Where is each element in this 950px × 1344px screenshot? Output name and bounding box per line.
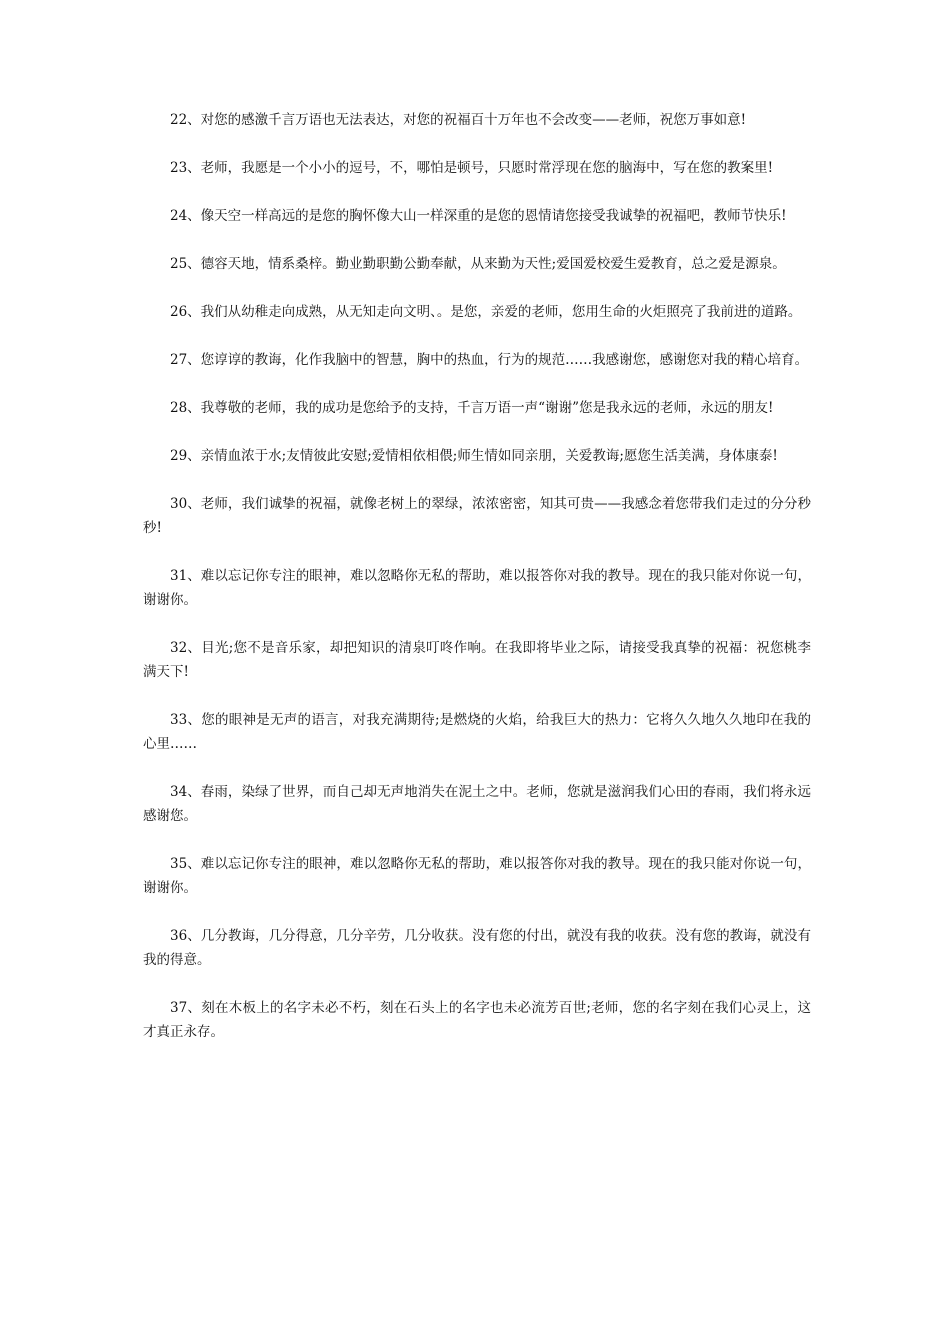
paragraph-36: 36、几分教诲，几分得意，几分辛劳，几分收获。没有您的付出，就没有我的收获。没有您的教诲，就没有我的得意。 — [143, 928, 811, 968]
paragraph-25: 25、德容天地，情系桑梓。勤业勤职勤公勤奉献，从来勤为天性;爱国爱校爱生爱教育，总之爱是源泉。 — [170, 256, 786, 272]
paragraph-33: 33、您的眼神是无声的语言，对我充满期待;是燃烧的火焰，给我巨大的热力：它将久久地久久地印在我的心里…… — [143, 712, 811, 752]
paragraph-26: 26、我们从幼稚走向成熟，从无知走向文明、。是您，亲爱的老师，您用生命的火炬照亮了我前进的道路。 — [170, 304, 802, 320]
document-body — [143, 108, 811, 1068]
paragraph-23: 23、老师，我愿是一个小小的逗号，不，哪怕是顿号，只愿时常浮现在您的脑海中，写在您的教案里! — [170, 160, 774, 176]
paragraph-24: 24、像天空一样高远的是您的胸怀像大山一样深重的是您的恩情请您接受我诚挚的祝福吧，教师节快乐! — [170, 208, 787, 224]
paragraph-31: 31、难以忘记你专注的眼神，难以忽略你无私的帮助，难以报答你对我的教导。现在的我只能对你说一句，谢谢你。 — [143, 568, 811, 608]
paragraph-27: 27、您谆谆的教诲，化作我脑中的智慧，胸中的热血，行为的规范……我感谢您，感谢您对我的精心培育。 — [170, 352, 809, 368]
paragraph-35: 35、难以忘记你专注的眼神，难以忽略你无私的帮助，难以报答你对我的教导。现在的我只能对你说一句，谢谢你。 — [143, 856, 811, 896]
paragraph-22: 22、对您的感激千言万语也无法表达，对您的祝福百十万年也不会改变——老师，祝您万事如意! — [170, 112, 747, 128]
paragraph-32: 32、目光;您不是音乐家，却把知识的清泉叮咚作响。在我即将毕业之际，请接受我真挚的祝福：祝您桃李满天下! — [143, 640, 811, 680]
paragraph-29: 29、亲情血浓于水;友情彼此安慰;爱情相依相偎;师生情如同亲朋，关爱教诲;愿您生活美满，身体康泰! — [170, 448, 778, 464]
paragraph-37: 37、刻在木板上的名字未必不朽，刻在石头上的名字也未必流芳百世;老师，您的名字刻在我们心灵上，这才真正永存。 — [143, 1000, 811, 1040]
paragraph-28: 28、我尊敬的老师，我的成功是您给予的支持，千言万语一声“谢谢”您是我永远的老师，永远的朋友! — [170, 400, 774, 416]
paragraph-30: 30、老师，我们诚挚的祝福，就像老树上的翠绿，浓浓密密，知其可贵——我感念着您带我们走过的分分秒秒! — [143, 496, 811, 536]
paragraph-34: 34、春雨，染绿了世界，而自己却无声地消失在泥土之中。老师，您就是滋润我们心田的春雨，我们将永远感谢您。 — [143, 784, 811, 824]
